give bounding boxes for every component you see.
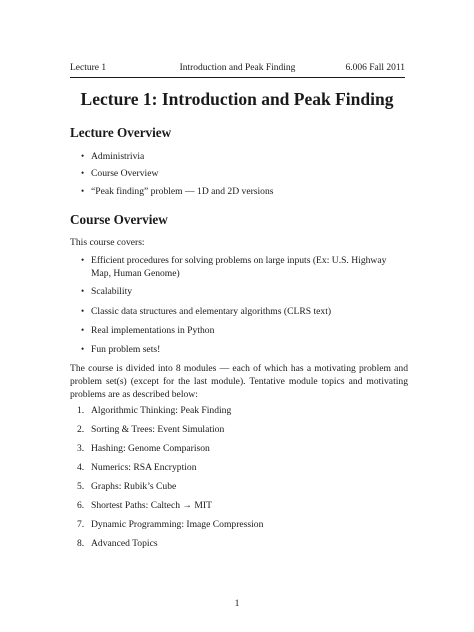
list-item-text: Real implementations in Python xyxy=(91,325,215,336)
page-title: Lecture 1: Introduction and Peak Finding xyxy=(80,89,394,109)
module-text: Hashing: Genome Comparison xyxy=(91,443,210,454)
module-number: 6. xyxy=(77,500,85,511)
list-item-text: Efficient procedures for solving problems on large inputs (Ex: U.S. Highway Map, Human Genome) xyxy=(91,255,387,279)
module-text: Sorting & Trees: Event Simulation xyxy=(91,424,225,435)
lecture-overview-heading: Lecture Overview xyxy=(70,125,172,140)
module-text: Algorithmic Thinking: Peak Finding xyxy=(91,405,232,416)
bullet-icon: • xyxy=(81,306,85,316)
list-item-text: Course Overview xyxy=(91,168,159,179)
course-intro-text: This course covers: xyxy=(70,237,145,248)
bullet-icon: • xyxy=(81,255,85,265)
module-text: Dynamic Programming: Image Compression xyxy=(91,519,264,530)
list-item-text: Administrivia xyxy=(91,151,145,162)
header-rule xyxy=(70,77,405,78)
header-lecture-number: Lecture 1 xyxy=(70,63,107,73)
module-number: 2. xyxy=(77,424,85,435)
course-overview-heading: Course Overview xyxy=(70,212,168,227)
module-number: 5. xyxy=(77,481,85,492)
list-item-text: Scalability xyxy=(91,286,133,297)
list-item-text: Fun problem sets! xyxy=(91,344,161,355)
page-number: 1 xyxy=(234,598,240,609)
header-lecture-title: Introduction and Peak Finding xyxy=(179,63,296,73)
module-number: 3. xyxy=(77,443,85,454)
module-number: 8. xyxy=(77,538,85,549)
module-text: Advanced Topics xyxy=(91,538,158,549)
bullet-icon: • xyxy=(81,344,85,354)
module-text: Shortest Paths: Caltech → MIT xyxy=(91,500,212,511)
running-header xyxy=(70,63,405,77)
module-text: Graphs: Rubik’s Cube xyxy=(91,481,177,492)
module-number: 1. xyxy=(77,405,85,416)
bullet-icon: • xyxy=(81,186,85,196)
header-course-term: 6.006 Fall 2011 xyxy=(345,63,405,73)
bullet-icon: • xyxy=(81,325,85,335)
bullet-icon: • xyxy=(81,286,85,296)
list-item-text: “Peak finding” problem — 1D and 2D versions xyxy=(91,186,274,197)
module-text: Numerics: RSA Encryption xyxy=(91,462,197,473)
bullet-icon: • xyxy=(81,151,85,161)
modules-paragraph: The course is divided into 8 modules — each of which has a motivating problem and problem set(s) (except for the last module). Tentative module topics and motivating problems are as described below: xyxy=(70,363,408,400)
list-item-text: Classic data structures and elementary algorithms (CLRS text) xyxy=(91,306,332,317)
bullet-icon: • xyxy=(81,168,85,178)
module-number: 4. xyxy=(77,462,85,473)
module-number: 7. xyxy=(77,519,85,530)
